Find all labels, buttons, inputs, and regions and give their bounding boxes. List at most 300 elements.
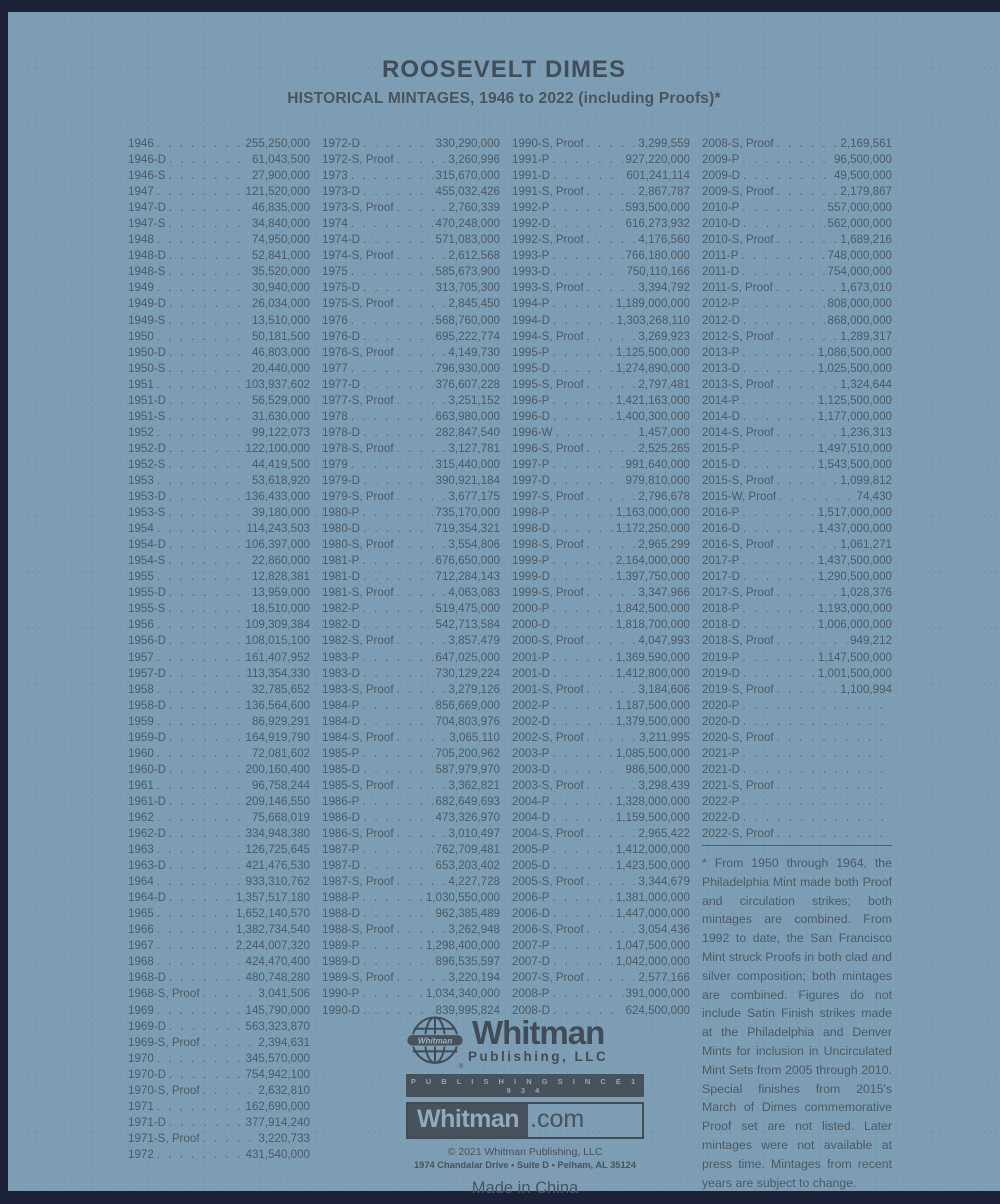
- issue-label: 2003-S, Proof: [512, 778, 584, 792]
- mintage-row: [128, 458, 310, 474]
- mintage-value: 1,163,000,000: [615, 506, 690, 520]
- mintage-value: 103,937,602: [245, 377, 310, 391]
- issue-label: 1948: [128, 233, 154, 247]
- mintage-value: 1,125,500,000: [817, 393, 892, 407]
- dot-leader: [397, 779, 446, 792]
- dot-leader: [397, 297, 446, 310]
- mintage-row: [128, 281, 310, 297]
- issue-label: 2013-P: [702, 345, 740, 359]
- mintage-value: 3,299,559: [638, 137, 690, 150]
- dot-leader: [552, 651, 612, 664]
- issue-label: 1963: [128, 843, 154, 857]
- dot-leader: [363, 811, 432, 824]
- mintage-value: 2,965,299: [638, 538, 690, 552]
- dot-leader: [351, 217, 433, 230]
- mintage-value: 46,803,000: [251, 345, 310, 359]
- mintage-row: [702, 586, 892, 602]
- issue-label: 1991-S, Proof: [512, 185, 584, 199]
- dot-leader: [169, 297, 249, 310]
- issue-label: 1983-P: [322, 650, 360, 664]
- mintage-value: 695,222,774: [435, 329, 500, 343]
- issue-label: 2016-P: [702, 506, 740, 520]
- issue-label: 1983-D: [322, 666, 361, 680]
- issue-label: 1958-D: [128, 698, 167, 712]
- mintage-row: [512, 763, 690, 779]
- mintage-row: [128, 169, 310, 185]
- issue-label: 1980-D: [322, 522, 361, 536]
- mintage-value: 808,000,000: [827, 297, 892, 311]
- mintage-value: 1,172,250,000: [615, 522, 690, 536]
- dot-leader: [777, 827, 889, 840]
- issue-label: 2020-D: [702, 714, 741, 728]
- dot-leader: [168, 554, 249, 567]
- dot-leader: [169, 795, 242, 808]
- mintage-row: [702, 634, 892, 650]
- dot-leader: [553, 811, 613, 824]
- mintage-row: [128, 1068, 310, 1084]
- mintage-row: [128, 137, 310, 153]
- mintage-value: 4,047,993: [638, 634, 690, 648]
- dot-leader: [552, 987, 622, 1000]
- mintage-row: [128, 987, 310, 1003]
- mintage-value: 145,790,000: [245, 1003, 310, 1017]
- mintage-row: [512, 281, 690, 297]
- issue-label: 1974: [322, 217, 348, 231]
- dot-leader: [169, 827, 242, 840]
- mintage-value: 3,344,679: [638, 875, 690, 889]
- mintage-row: [322, 795, 500, 811]
- dot-leader: [552, 795, 612, 808]
- issue-label: 2010-S, Proof: [702, 233, 774, 247]
- mintage-value: 1,457,000: [638, 425, 690, 439]
- issue-label: 1990-D: [322, 1003, 361, 1017]
- mintage-row: [702, 346, 892, 362]
- mintage-row: [128, 378, 310, 394]
- mintage-value: 563,323,870: [245, 1019, 310, 1033]
- dot-leader: [777, 474, 838, 487]
- mintage-value: 705,200,962: [435, 746, 500, 760]
- mintage-value: 86,929,291: [251, 714, 310, 728]
- mintage-row: [702, 602, 892, 618]
- issue-label: 1987-S, Proof: [322, 875, 394, 889]
- dot-leader: [743, 458, 815, 471]
- publisher-tagline-bar: P U B L I S H I N G S I N C E 1 9 3 4: [406, 1074, 644, 1097]
- mintage-row: [322, 249, 500, 265]
- issue-label: 1972: [128, 1147, 154, 1161]
- issue-label: 1997-S, Proof: [512, 490, 584, 504]
- issue-label: 2017-S, Proof: [702, 586, 774, 600]
- issue-label: 2006-P: [512, 891, 550, 905]
- mintage-value: 377,914,240: [245, 1115, 310, 1129]
- dot-leader: [743, 667, 815, 680]
- dot-leader: [553, 763, 622, 776]
- issue-label: 2001-S, Proof: [512, 682, 584, 696]
- mintage-value: 424,470,400: [245, 955, 310, 969]
- dot-leader: [587, 281, 636, 294]
- issue-label: 2008-S, Proof: [702, 137, 774, 150]
- dot-leader: [777, 586, 838, 599]
- mintage-row: [702, 811, 892, 827]
- mintage-value: 74,430: [856, 490, 892, 504]
- issue-label: 1993-S, Proof: [512, 281, 584, 295]
- mintage-row: [128, 410, 310, 426]
- dot-leader: [169, 859, 242, 872]
- mintage-value: 3,262,948: [448, 923, 500, 937]
- mintage-row: [322, 891, 500, 907]
- mintage-row: [702, 538, 892, 554]
- mintage-row: [322, 618, 500, 634]
- mintage-value: 52,841,000: [251, 249, 310, 263]
- mintage-value: 754,000,000: [827, 265, 892, 279]
- dot-leader: [587, 971, 636, 984]
- mintage-row: [322, 779, 500, 795]
- issue-label: 1988-S, Proof: [322, 923, 394, 937]
- issue-label: 1994-P: [512, 297, 550, 311]
- mintage-value: 2,179,867: [840, 185, 892, 199]
- issue-label: 1953-S: [128, 506, 166, 520]
- dot-leader: [351, 410, 433, 423]
- issue-label: 2000-D: [512, 618, 551, 632]
- mintage-row: [702, 297, 892, 313]
- mintage-value: 2,632,810: [258, 1083, 310, 1097]
- mintage-row: [128, 763, 310, 779]
- dot-leader: [397, 683, 446, 696]
- mintage-value: 31,630,000: [251, 409, 310, 423]
- issue-label: 1979-D: [322, 473, 361, 487]
- mintage-value: 1,543,500,000: [817, 457, 892, 471]
- issue-label: 2012-D: [702, 313, 741, 327]
- publisher-block: [406, 1012, 644, 1198]
- mintage-value: 13,959,000: [251, 586, 310, 600]
- dot-leader: [587, 330, 636, 343]
- dot-leader: [362, 602, 432, 615]
- mintage-value: 1,187,500,000: [615, 698, 690, 712]
- issue-label: 1973-S, Proof: [322, 201, 394, 215]
- mintage-value: 1,289,317: [840, 329, 892, 343]
- dot-leader: [157, 281, 249, 294]
- mintage-row: [322, 474, 500, 490]
- mintage-row: [128, 667, 310, 683]
- issue-label: 2014-D: [702, 409, 741, 423]
- mintage-value: 1,423,500,000: [615, 859, 690, 873]
- mintage-row: [512, 378, 690, 394]
- dot-leader: [397, 490, 446, 503]
- mintage-row: [128, 683, 310, 699]
- mintage-value: 162,690,000: [245, 1099, 310, 1113]
- dot-leader: [363, 522, 432, 535]
- dot-leader: [587, 731, 637, 744]
- mintage-value: 542,713,584: [435, 618, 500, 632]
- dot-leader: [169, 538, 242, 551]
- issue-label: 1990-S, Proof: [512, 137, 584, 150]
- mintage-value: 421,476,530: [245, 859, 310, 873]
- dot-leader: [553, 169, 623, 182]
- mintage-value: 61,043,500: [251, 153, 310, 167]
- mintage-row: [128, 474, 310, 490]
- issue-label: 1946: [128, 137, 154, 150]
- dot-leader: [553, 474, 622, 487]
- dot-leader: [157, 875, 243, 888]
- issue-label: 2013-D: [702, 361, 741, 375]
- mintage-value: 1,400,300,000: [615, 409, 690, 423]
- mintage-row: [512, 506, 690, 522]
- issue-label: 1985-S, Proof: [322, 778, 394, 792]
- mintage-row: [322, 410, 500, 426]
- issue-label: 1983-S, Proof: [322, 682, 394, 696]
- mintage-row: [322, 699, 500, 715]
- issue-label: 1951: [128, 377, 154, 391]
- dot-leader: [552, 249, 622, 262]
- mintage-value: 2,965,422: [638, 827, 690, 841]
- dot-leader: [157, 570, 249, 583]
- mintage-row: [322, 859, 500, 875]
- dot-leader: [363, 955, 432, 968]
- mintage-row: [128, 346, 310, 362]
- mintage-row: [128, 795, 310, 811]
- mintage-row: [702, 570, 892, 586]
- mintage-value: 480,748,280: [245, 971, 310, 985]
- dot-leader: [552, 506, 612, 519]
- mintage-row: [128, 875, 310, 891]
- issue-label: 1963-D: [128, 859, 167, 873]
- mintage-value: 1,290,500,000: [817, 570, 892, 584]
- dot-leader: [363, 618, 432, 631]
- dot-leader: [743, 314, 824, 327]
- mintage-row: [702, 827, 892, 843]
- mintage-row: [128, 297, 310, 313]
- issue-label: 2002-S, Proof: [512, 730, 584, 744]
- mintage-row: [128, 265, 310, 281]
- dot-leader: [157, 939, 233, 952]
- issue-label: 1995-P: [512, 345, 550, 359]
- mintage-value: 313,705,300: [435, 281, 500, 295]
- dot-leader: [397, 394, 446, 407]
- issue-label: 2020-P: [702, 698, 740, 712]
- mintage-row: [702, 410, 892, 426]
- mintage-value: 1,006,000,000: [817, 618, 892, 632]
- issue-label: 1969-D: [128, 1019, 167, 1033]
- mintage-value: 390,921,184: [435, 473, 500, 487]
- dot-leader: [169, 731, 242, 744]
- mintage-value: 3,269,923: [638, 329, 690, 343]
- mintage-row: [128, 634, 310, 650]
- mintage-column-3: [512, 137, 690, 1020]
- issue-label: 2008-P: [512, 987, 550, 1001]
- issue-label: 1992-S, Proof: [512, 233, 584, 247]
- mintage-row: [512, 618, 690, 634]
- mintage-value: 1,412,800,000: [615, 666, 690, 680]
- dot-leader: [553, 955, 613, 968]
- mintage-value: 1,236,313: [840, 425, 892, 439]
- issue-label: 1948-S: [128, 265, 166, 279]
- mintage-row: [512, 683, 690, 699]
- mintage-row: [128, 779, 310, 795]
- mintage-value: 1,517,000,000: [817, 506, 892, 520]
- dot-leader: [552, 602, 612, 615]
- issue-label: 1950: [128, 329, 154, 343]
- issue-label: 1998-P: [512, 506, 550, 520]
- issue-label: 1995-D: [512, 361, 551, 375]
- dot-leader: [362, 987, 422, 1000]
- mintage-value: 1,189,000,000: [615, 297, 690, 311]
- issue-label: 1965: [128, 907, 154, 921]
- mintage-row: [512, 923, 690, 939]
- mintage-row: [322, 955, 500, 971]
- mintage-value: 4,176,560: [638, 233, 690, 247]
- mintage-value: 557,000,000: [827, 201, 892, 215]
- issue-label: 1985-P: [322, 746, 360, 760]
- mintage-row: [128, 249, 310, 265]
- mintage-value: 330,290,000: [435, 137, 500, 150]
- issue-label: 1955: [128, 570, 154, 584]
- mintage-value: 282,847,540: [435, 425, 500, 439]
- dot-leader: [552, 394, 612, 407]
- mintage-value: 114,243,503: [246, 522, 310, 536]
- issue-label: 1958: [128, 682, 154, 696]
- mintage-value: 35,520,000: [251, 265, 310, 279]
- mintage-value: 4,063,083: [448, 586, 500, 600]
- dot-leader: [203, 1084, 256, 1097]
- dot-leader: [351, 458, 433, 471]
- mintage-row: [512, 442, 690, 458]
- dot-leader: [397, 442, 446, 455]
- dot-leader: [397, 153, 446, 166]
- issue-label: 1955-S: [128, 602, 166, 616]
- mintage-value: 653,203,402: [435, 859, 500, 873]
- mintage-row: [322, 362, 500, 378]
- mintage-value: 991,640,000: [625, 457, 690, 471]
- dot-leader: [552, 458, 622, 471]
- dot-leader: [743, 618, 815, 631]
- issue-label: 2011-D: [702, 265, 740, 279]
- dot-leader: [157, 715, 249, 728]
- mintage-row: [128, 1052, 310, 1068]
- mintage-value: 1,298,400,000: [425, 939, 500, 953]
- mintage-value: 53,618,920: [251, 473, 310, 487]
- mintage-row: [322, 683, 500, 699]
- mintage-value: 896,535,597: [435, 955, 500, 969]
- dot-leader: [553, 265, 623, 278]
- dot-leader: [587, 634, 636, 647]
- mintage-value: 50,181,500: [251, 329, 310, 343]
- dot-leader: [157, 185, 243, 198]
- mintage-row: [322, 811, 500, 827]
- dot-leader: [168, 265, 249, 278]
- dot-leader: [351, 265, 433, 278]
- dot-leader: [587, 137, 636, 150]
- dot-leader: [157, 811, 249, 824]
- issue-label: 1955-D: [128, 586, 167, 600]
- dot-leader: [742, 346, 814, 359]
- mintage-value: 3,394,792: [638, 281, 690, 295]
- dot-leader: [168, 362, 249, 375]
- mintage-value: 587,979,970: [435, 762, 500, 776]
- dot-leader: [397, 923, 446, 936]
- mintage-column-1: [128, 137, 310, 1164]
- issue-label: 1968-D: [128, 971, 167, 985]
- dot-leader: [777, 330, 838, 343]
- issue-label: 1949: [128, 281, 154, 295]
- mintage-row: [128, 971, 310, 987]
- mintage-value: 1,818,700,000: [615, 618, 690, 632]
- dot-leader: [587, 490, 636, 503]
- issue-label: 1968: [128, 955, 154, 969]
- mintage-value: 868,000,000: [827, 313, 892, 327]
- mintage-value: 3,260,996: [448, 153, 500, 167]
- mintage-value: 109,309,384: [245, 618, 310, 632]
- issue-label: 1981-S, Proof: [322, 586, 394, 600]
- mintage-value: 345,570,000: [245, 1051, 310, 1065]
- mintage-value: 1,324,644: [840, 377, 892, 391]
- mintage-row: [512, 201, 690, 217]
- mintage-value: 979,810,000: [625, 473, 690, 487]
- mintage-value: 315,440,000: [435, 457, 500, 471]
- mintage-row: [512, 265, 690, 281]
- issue-label: 1960: [128, 746, 154, 760]
- issue-label: 1960-D: [128, 762, 167, 776]
- dot-leader: [157, 522, 244, 535]
- mintage-row: [322, 506, 500, 522]
- issue-label: 2019-S, Proof: [702, 682, 774, 696]
- issue-label: 2006-D: [512, 907, 551, 921]
- title-block: [8, 56, 1000, 108]
- issue-label: 1962: [128, 810, 154, 824]
- dot-leader: [169, 394, 249, 407]
- mintage-value: 3,127,781: [448, 441, 500, 455]
- dot-leader: [169, 1068, 242, 1081]
- dot-leader: [777, 779, 889, 792]
- issue-label: 1962-D: [128, 827, 167, 841]
- issue-label: 2015-P: [702, 441, 740, 455]
- dot-leader: [157, 907, 233, 920]
- mintage-value: 56,529,000: [251, 393, 310, 407]
- dot-leader: [168, 602, 249, 615]
- mintage-value: 962,385,489: [435, 907, 500, 921]
- mintage-row: [702, 779, 892, 795]
- issue-label: 1979-S, Proof: [322, 490, 394, 504]
- dot-leader: [587, 875, 636, 888]
- issue-label: 1966: [128, 923, 154, 937]
- mintage-row: [702, 281, 892, 297]
- mintage-row: [322, 667, 500, 683]
- dot-leader: [553, 570, 613, 583]
- dot-leader: [587, 378, 636, 391]
- mintage-row: [128, 1020, 310, 1036]
- mintage-row: [128, 827, 310, 843]
- mintage-value: 455,032,426: [435, 185, 500, 199]
- mintage-value: 704,803,976: [435, 714, 500, 728]
- mintage-row: [128, 1084, 310, 1100]
- mintage-row: [128, 1100, 310, 1116]
- issue-label: 2005-S, Proof: [512, 875, 584, 889]
- dot-leader: [553, 715, 613, 728]
- mintage-value: 209,146,550: [245, 794, 310, 808]
- dot-leader: [203, 987, 256, 1000]
- dot-leader: [362, 843, 432, 856]
- mintage-row: [322, 153, 500, 169]
- dot-leader: [157, 651, 243, 664]
- mintage-row: [128, 618, 310, 634]
- mintage-row: [128, 442, 310, 458]
- mintage-value: 624,500,000: [625, 1003, 690, 1017]
- mintage-row: [322, 586, 500, 602]
- publisher-logo: [406, 1012, 644, 1070]
- website-suffix: .com: [530, 1104, 585, 1133]
- mintage-value: 3,298,439: [638, 778, 690, 792]
- mintage-value: 1,001,500,000: [817, 666, 892, 680]
- issue-label: 1951-D: [128, 393, 167, 407]
- mintage-value: 376,607,228: [435, 377, 500, 391]
